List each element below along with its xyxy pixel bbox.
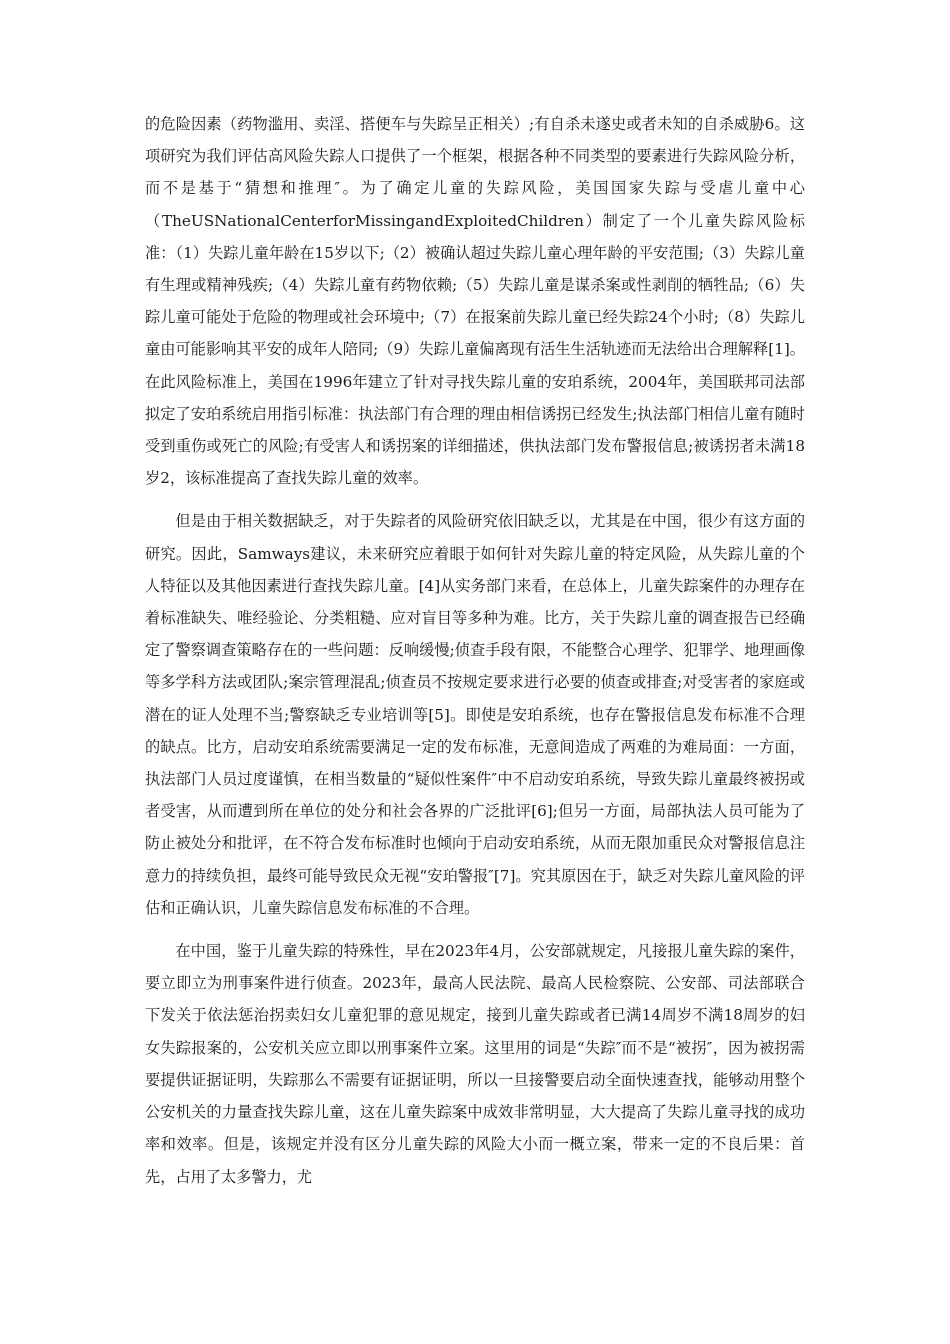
paragraph-3: 在中国，鉴于儿童失踪的特殊性，早在2023年4月，公安部就规定，凡接报儿童失踪的案件，要立即立为刑事案件进行侦查。2023年，最高人民法院、最高人民检察院、公安部、司法部联合下发关于依法惩治拐卖妇女儿童犯罪的意见规定，接到儿童失踪或者已满14周岁不满18周岁的妇女失踪报案的，公安机关应立即以刑事案件立案。这里用的词是“失踪″而不是“被拐″，因为被拐需要提供证据证明，失踪那么不需要有证据证明，所以一旦接警要启动全面快速查找，能够动用整个公安机关的力量查找失踪儿童，这在儿童失踪案中成效非常明显，大大提高了失踪儿童寻找的成功率和效率。但是，该规定并没有区分儿童失踪的风险大小而一概立案，带来一定的不良后果：首先，占用了太多警力，尤 [145, 942, 805, 1186]
paragraph-1: 的危险因素（药物滥用、卖淫、搭便车与失踪呈正相关）;有自杀未遂史或者未知的自杀威胁6。这项研究为我们评估高风险失踪人口提供了一个框架，根据各种不同类型的要素进行失踪风险分析，而不是基于“猜想和推理″。为了确定儿童的失踪风险，美国国家失踪与受虐儿童中心（TheUSNationalCenterforMissingandExploitedChildren）制定了一个儿童失踪风险标准：（1）失踪儿童年龄在15岁以下;（2）被确认超过失踪儿童心理年龄的平安范围;（3）失踪儿童有生理或精神残疾;（4）失踪儿童有药物依赖;（5）失踪儿童是谋杀案或性剥削的牺牲品;（6）失踪儿童可能处于危险的物理或社会环境中;（7）在报案前失踪儿童已经失踪24个小时;（8）失踪儿童由可能影响其平安的成年人陪同;（9）失踪儿童偏离现有活生生活轨迹而无法给出合理解释[1]。在此风险标准上，美国在1996年建立了针对寻找失踪儿童的安珀系统，2004年，美国联邦司法部拟定了安珀系统启用指引标准：执法部门有合理的理由相信诱拐已经发生;执法部门相信儿童有随时受到重伤或死亡的风险;有受害人和诱拐案的详细描述，供执法部门发布警报信息;被诱拐者未满18岁2，该标准提高了查找失踪儿童的效率。 [145, 115, 805, 488]
document-page [145, 108, 805, 1204]
paragraph-2: 但是由于相关数据缺乏，对于失踪者的风险研究依旧缺乏以，尤其是在中国，很少有这方面的研究。因此，Samways建议，未来研究应着眼于如何针对失踪儿童的特定风险，从失踪儿童的个人特征以及其他因素进行查找失踪儿童。[4]从实务部门来看，在总体上，儿童失踪案件的办理存在着标准缺失、唯经验论、分类粗糙、应对盲目等多种为难。比方，关于失踪儿童的调查报告已经确定了警察调查策略存在的一些问题：反响缓慢;侦查手段有限，不能整合心理学、犯罪学、地理画像等多学科方法或团队;案宗管理混乱;侦查员不按规定要求进行必要的侦查或排查;对受害者的家庭或潜在的证人处理不当;警察缺乏专业培训等[5]。即使是安珀系统，也存在警报信息发布标准不合理的缺点。比方，启动安珀系统需要满足一定的发布标准，无意间造成了两难的为难局面：一方面，执法部门人员过度谨慎，在相当数量的“疑似性案件″中不启动安珀系统，导致失踪儿童最终被拐或者受害，从而遭到所在单位的处分和社会各界的广泛批评[6];但另一方面，局部执法人员可能为了防止被处分和批评，在不符合发布标准时也倾向于启动安珀系统，从而无限加重民众对警报信息注意力的持续负担，最终可能导致民众无视“安珀警报″[7]。究其原因在于，缺乏对失踪儿童风险的评估和正确认识，儿童失踪信息发布标准的不合理。 [145, 512, 805, 917]
